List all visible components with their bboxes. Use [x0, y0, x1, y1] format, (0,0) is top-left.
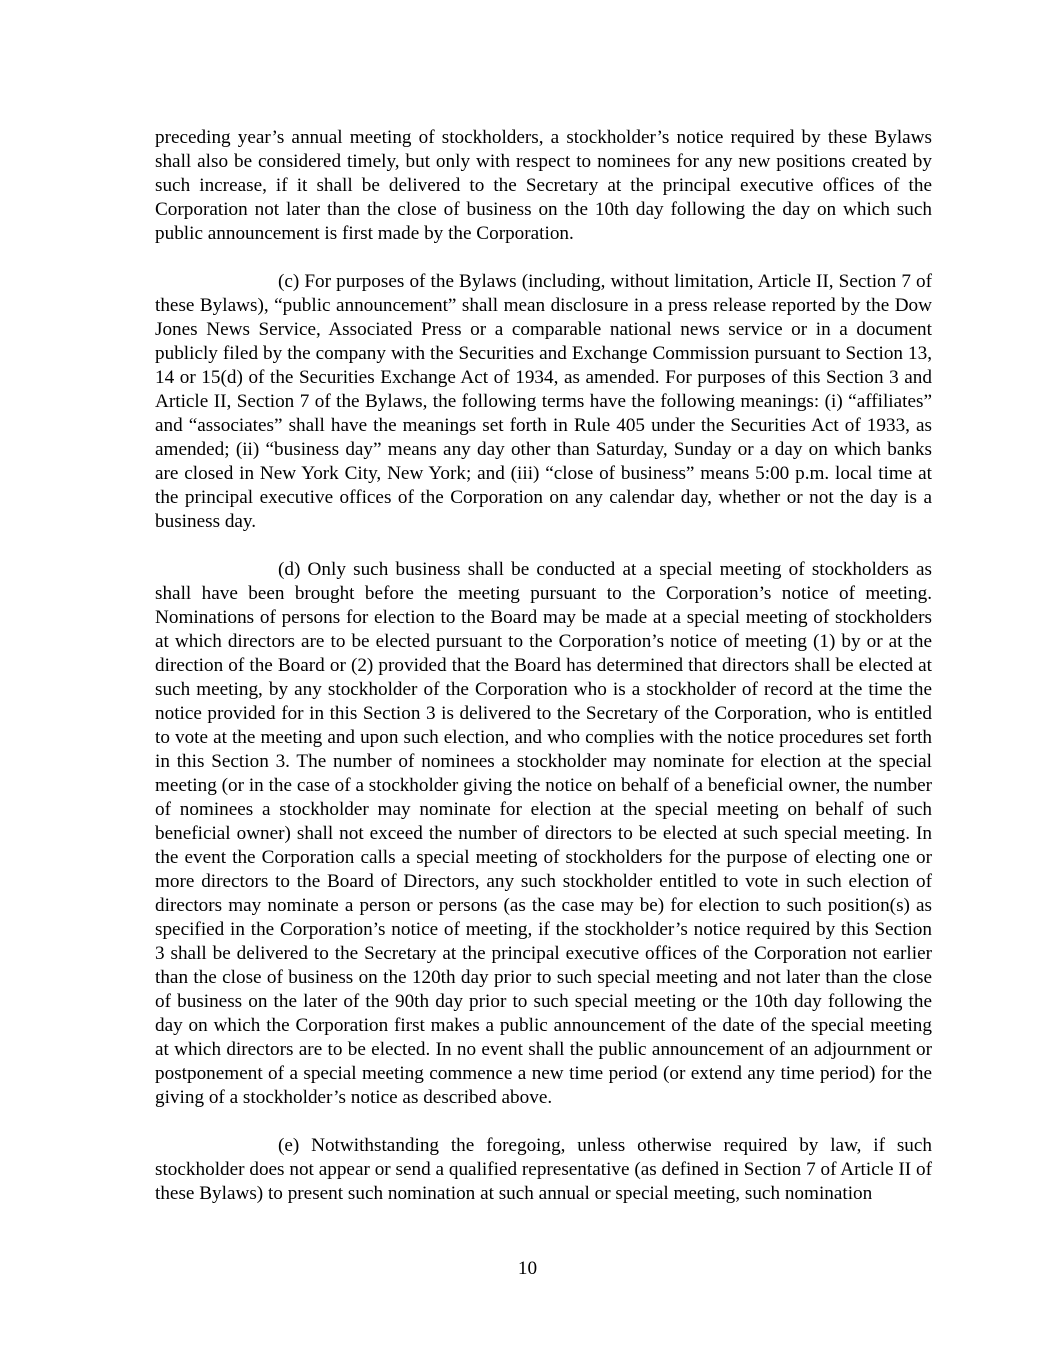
paragraph-d-special-meeting: (d) Only such business shall be conducted at a special meeting of stockholders as shall have been brought before the meeting pursuant to the Corporation’s notice of meeting. Nominations of persons for election to the Board may be made at a special meeting of stockholders at which directors are to be elected pursuant to the Corporation’s notice of meeting (1) by or at the direction of the Board or (2) provided that the Board has determined that directors shall be elected at such meeting, by any stockholder of the Corporation who is a stockholder of record at the time the notice provided for in this Section 3 is delivered to the Secretary of the Corporation, who is entitled to vote at the meeting and upon such election, and who complies with the notice procedures set forth in this Section 3. The number of nominees a stockholder may nominate for election at the special meeting (or in the case of a stockholder giving the notice on behalf of a beneficial owner, the number of nominees a stockholder may nominate for election at the special meeting on behalf of such beneficial owner) shall not exceed the number of directors to be elected at such special meeting. In the event the Corporation calls a special meeting of stockholders for the purpose of electing one or more directors to the Board of Directors, any such stockholder entitled to vote in such election of directors may nominate a person or persons (as the case may be) for election to such position(s) as specified in the Corporation’s notice of meeting, if the stockholder’s notice required by this Section 3 shall be delivered to the Secretary at the principal executive offices of the Corporation not earlier than the close of business on the 120th day prior to such special meeting and not later than the close of business on the later of the 90th day prior to such special meeting or the 10th day following the day on which the Corporation first makes a public announcement of the date of the special meeting at which directors are to be elected. In no event shall the public announcement of an adjournment or postponement of a special meeting commence a new time period (or extend any time period) for the giving of a stockholder’s notice as described above.: [155, 559, 932, 1108]
paragraph-e-notwithstanding: (e) Notwithstanding the foregoing, unless otherwise required by law, if such stockholder does not appear or send a qualified representative (as defined in Section 7 of Article II of these Bylaws) to present such nomination at such annual or special meeting, such nomination: [155, 1135, 932, 1204]
document-body: [155, 126, 932, 1230]
paragraph-continuation: preceding year’s annual meeting of stockholders, a stockholder’s notice required by these Bylaws shall also be considered timely, but only with respect to nominees for any new positions created by such increase, if it shall be delivered to the Secretary at the principal executive offices of the Corporation not later than the close of business on the 10th day following the day on which such public announcement is first made by the Corporation.: [155, 127, 932, 244]
page-number: 10: [517, 1258, 538, 1279]
paragraph-c-public-announcement: (c) For purposes of the Bylaws (including, without limitation, Article II, Section 7 of these Bylaws), “public announcement” shall mean disclosure in a press release reported by the Dow Jones News Service, Associated Press or a comparable national news service or in a document publicly filed by the company with the Securities and Exchange Commission pursuant to Section 13, 14 or 15(d) of the Securities Exchange Act of 1934, as amended. For purposes of this Section 3 and Article II, Section 7 of the Bylaws, the following terms have the following meanings: (i) “affiliates” and “associates” shall have the meanings set forth in Rule 405 under the Securities Act of 1933, as amended; (ii) “business day” means any day other than Saturday, Sunday or a day on which banks are closed in New York City, New York; and (iii) “close of business” means 5:00 p.m. local time at the principal executive offices of the Corporation on any calendar day, whether or not the day is a business day.: [155, 271, 932, 532]
